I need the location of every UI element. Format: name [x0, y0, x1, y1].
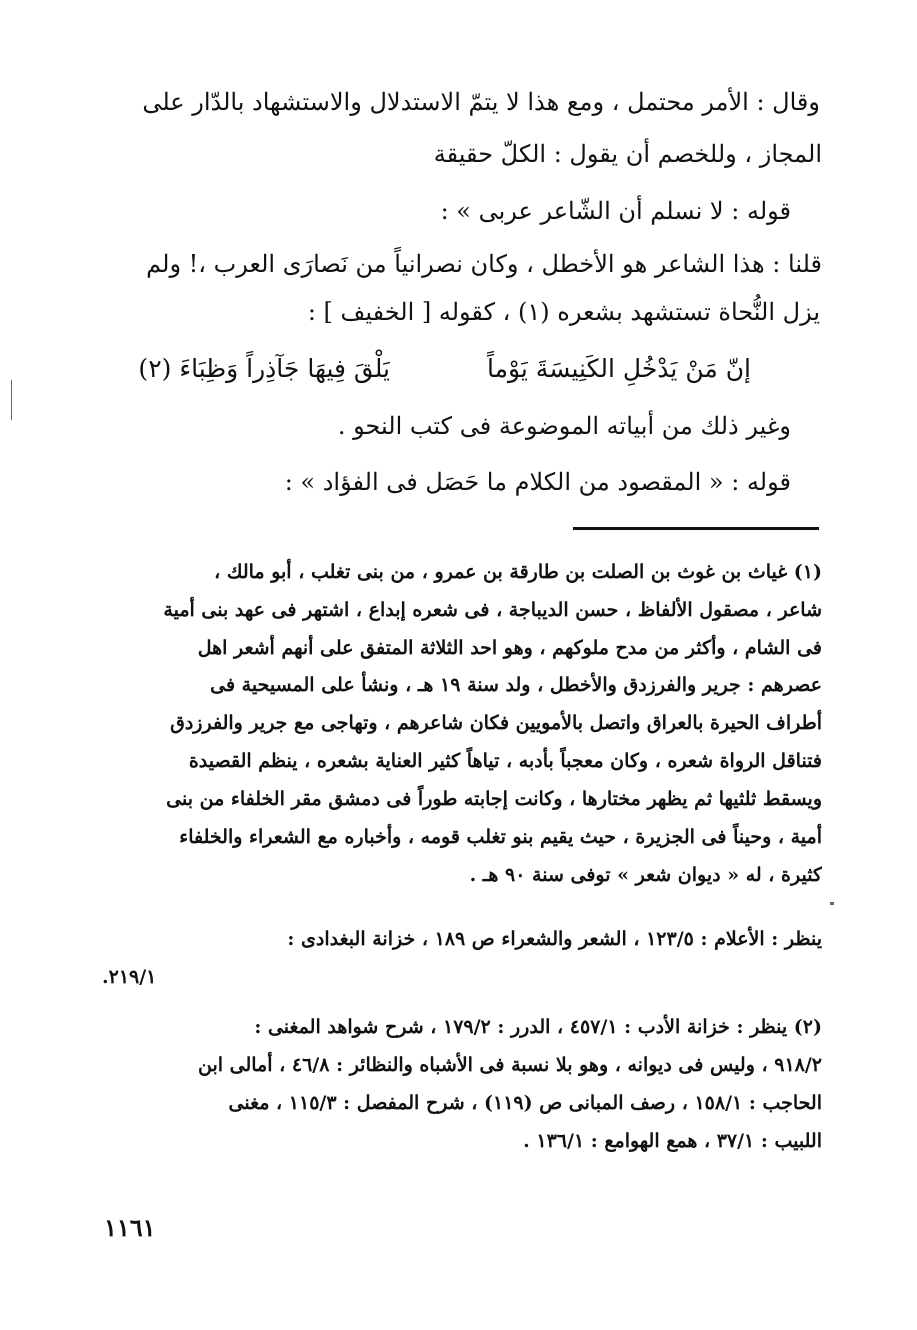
footnote-line: الحاجب : ١٥٨/١ ، رصف المبانى ص (١١٩) ، شرح المفصل : ١١٥/٣ ، مغنى	[228, 1092, 822, 1114]
scan-speck	[11, 380, 12, 420]
verse-first-hemistich: إنّ مَنْ يَدْخُلِ الكَنِيسَةَ يَوْماً	[486, 354, 751, 383]
main-text-line: قوله : لا نسلم أن الشّاعر عربى » :	[440, 197, 791, 225]
footnote-line: اللبيب : ٣٧/١ ، همع الهوامع : ١٣٦/١ .	[523, 1130, 822, 1152]
footnote-line: عصرهم : جرير والفرزدق والأخطل ، ولد سنة ١٩ هـ ، ونشأ على المسيحية فى	[210, 674, 822, 696]
page-number: ١١٦١	[104, 1213, 156, 1242]
footnote-line: شاعر ، مصقول الألفاظ ، حسن الديباجة ، فى شعره إبداع ، اشتهر فى عهد بنى أمية	[163, 599, 822, 621]
footnote-line: (١) غياث بن غوث بن الصلت بن طارقة بن عمرو ، من بنى تغلب ، أبو مالك ،	[214, 561, 822, 583]
footnote-line: أمية ، وحيناً فى الجزيرة ، حيث يقيم بنو تغلب قومه ، وأخباره مع الشعراء والخلفاء	[179, 826, 822, 848]
main-text-line: المجاز ، وللخصم أن يقول : الكلّ حقيقة	[433, 140, 822, 168]
footnote-line: فتناقل الرواة شعره ، وكان معجباً بأدبه ، تياهاً كثير العناية بشعره ، ينظم القصيدة	[188, 750, 822, 772]
main-text-line: وقال : الأمر محتمل ، ومع هذا لا يتمّ الاستدلال والاستشهاد بالدّار على	[142, 88, 820, 116]
footnote-line: أطراف الحيرة بالعراق واتصل بالأمويين فكان شاعرهم ، وتهاجى مع جرير والفرزدق	[170, 712, 822, 734]
scan-speck	[830, 902, 834, 905]
footnote-line: كثيرة ، له « ديوان شعر » توفى سنة ٩٠ هـ .	[469, 864, 822, 886]
verse-second-hemistich: يَلْقَ فِيهَا جَآذِراً وَظِبَاءَ (٢)	[138, 354, 390, 383]
footnote-line: ٩١٨/٢ ، وليس فى ديوانه ، وهو بلا نسبة فى الأشباه والنظائر : ٤٦/٨ ، أمالى ابن	[198, 1054, 822, 1076]
footnote-line: ينظر : الأعلام : ١٢٣/٥ ، الشعر والشعراء ص ١٨٩ ، خزانة البغدادى :	[287, 928, 822, 950]
footnote-separator	[573, 527, 819, 530]
footnote-line: (٢) ينظر : خزانة الأدب : ٤٥٧/١ ، الدرر : ١٧٩/٢ ، شرح شواهد المغنى :	[254, 1016, 822, 1038]
main-text-line: قلنا : هذا الشاعر هو الأخطل ، وكان نصرانياً من نَصارَى العرب ،! ولم	[146, 250, 822, 278]
footnote-line: .٢١٩/١	[102, 966, 157, 988]
main-text-line: وغير ذلك من أبياته الموضوعة فى كتب النحو .	[337, 412, 791, 440]
main-text-line: يزل النُّحاة تستشهد بشعره (١) ، كقوله [ الخفيف ] :	[307, 298, 820, 326]
footnote-line: فى الشام ، وأكثر من مدح ملوكهم ، وهو احد الثلاثة المتفق على أنهم أشعر اهل	[197, 637, 822, 659]
footnote-line: ويسقط ثلثيها ثم يظهر مختارها ، وكانت إجابته طوراً فى دمشق مقر الخلفاء من بنى	[166, 788, 822, 810]
main-text-line: قوله : « المقصود من الكلام ما حَصَل فى الفؤاد » :	[284, 468, 791, 496]
